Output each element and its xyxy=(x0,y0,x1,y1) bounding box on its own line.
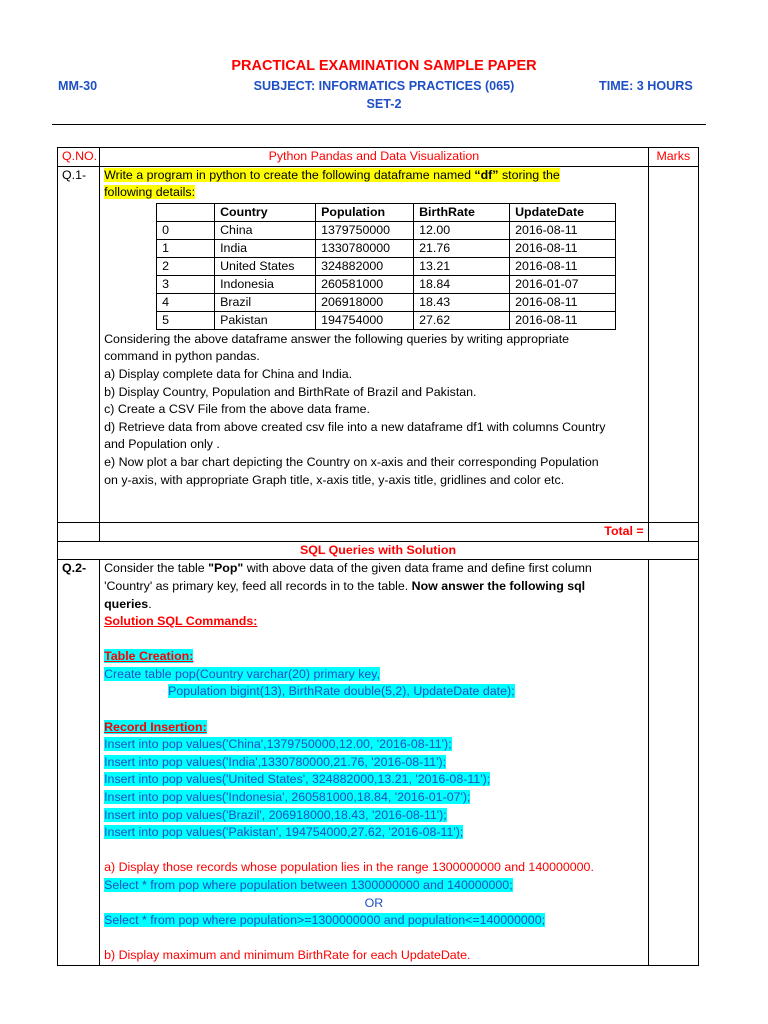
header-rule xyxy=(52,124,706,125)
sql-code: Insert into pop values('Indonesia', 260581000,18.84, '2016-01-07'); xyxy=(104,790,471,805)
spacer xyxy=(104,631,644,649)
total-label: Total = xyxy=(100,523,649,542)
or-separator: OR xyxy=(364,895,384,910)
time-allowed: TIME: 3 HOURS xyxy=(599,79,693,93)
table-row xyxy=(157,275,616,293)
table-row xyxy=(157,311,616,329)
max-marks: MM-30 xyxy=(58,79,98,93)
table-header-row xyxy=(58,148,699,167)
qno-header: Q.NO. xyxy=(58,148,100,167)
table-cell: 18.84 xyxy=(414,275,510,293)
sql-line xyxy=(104,789,644,807)
page-title: PRACTICAL EXAMINATION SAMPLE PAPER xyxy=(231,58,537,74)
sql-line xyxy=(104,666,644,684)
set-number: SET-2 xyxy=(366,97,402,111)
text: Consider the table xyxy=(104,561,209,576)
df-header-cell: BirthRate xyxy=(414,203,510,221)
sql-code: Insert into pop values('India',1330780000,21.76, '2016-08-11'); xyxy=(104,754,447,769)
text: queries xyxy=(104,596,149,611)
table-row xyxy=(157,239,616,257)
table-cell: 27.62 xyxy=(414,311,510,329)
sql-code: Select * from pop where population>=1300000000 and population<=140000000; xyxy=(104,913,546,928)
question-table xyxy=(57,147,699,966)
table-cell: China xyxy=(215,221,316,239)
table-cell: 2016-08-11 xyxy=(510,221,616,239)
marks-header: Marks xyxy=(648,148,698,167)
intro-text: following details: xyxy=(104,185,196,200)
table-creation-heading: Table Creation: xyxy=(104,649,194,664)
intro-text: storing the xyxy=(498,167,560,182)
table-cell: 324882000 xyxy=(316,257,414,275)
question-text: c) Create a CSV File from the above data frame. xyxy=(104,402,370,417)
question-text: Considering the above dataframe answer the following queries by writing appropriate xyxy=(104,331,570,346)
sql-code: Insert into pop values('China',1379750000,12.00, '2016-08-11'); xyxy=(104,737,452,752)
sql-code: Insert into pop values('Brazil', 206918000,18.43, '2016-08-11'); xyxy=(104,807,447,822)
table-cell: 4 xyxy=(157,293,215,311)
intro-text: Write a program in python to create the following dataframe named xyxy=(104,167,475,182)
table-cell: 206918000 xyxy=(316,293,414,311)
sql-section-header: SQL Queries with Solution xyxy=(58,541,699,560)
query-b: b) Display maximum and minimum BirthRate for each UpdateDate. xyxy=(104,948,471,963)
marks-cell xyxy=(648,560,698,966)
sql-code: Insert into pop values('United States', 324882000,13.21, '2016-08-11'); xyxy=(104,772,491,787)
sql-line xyxy=(104,877,644,895)
question-intro xyxy=(104,167,644,185)
sql-line xyxy=(104,807,644,825)
table-cell: 194754000 xyxy=(316,311,414,329)
question-row xyxy=(58,560,699,966)
text: . xyxy=(148,596,152,611)
table-cell: 2016-08-11 xyxy=(510,257,616,275)
table-cell: 12.00 xyxy=(414,221,510,239)
table-cell: 2 xyxy=(157,257,215,275)
table-row xyxy=(157,257,616,275)
table-cell: 3 xyxy=(157,275,215,293)
question-body xyxy=(100,166,649,523)
table-cell: 2016-08-11 xyxy=(510,311,616,329)
spacer xyxy=(104,701,644,719)
table-cell: 260581000 xyxy=(316,275,414,293)
query-a: a) Display those records whose population lies in the range 1300000000 and 140000000. xyxy=(104,860,594,875)
table-cell: Indonesia xyxy=(215,275,316,293)
empty-cell xyxy=(648,523,698,542)
table-cell: 2016-08-11 xyxy=(510,293,616,311)
total-row xyxy=(58,523,699,542)
question-text: e) Now plot a bar chart depicting the Country on x-axis and their corresponding Population xyxy=(104,454,599,469)
table-cell: 1330780000 xyxy=(316,239,414,257)
question-text xyxy=(104,578,644,596)
sql-line xyxy=(104,754,644,772)
table-cell: Brazil xyxy=(215,293,316,311)
question-number: Q.2- xyxy=(58,560,100,966)
sql-code: Insert into pop values('Pakistan', 194754000,27.62, '2016-08-11'); xyxy=(104,825,464,840)
table-cell: 1 xyxy=(157,239,215,257)
question-text: b) Display Country, Population and BirthRate of Brazil and Pakistan. xyxy=(104,384,477,399)
question-text xyxy=(104,560,644,578)
table-cell: United States xyxy=(215,257,316,275)
question-intro xyxy=(104,184,644,202)
question-number: Q.1- xyxy=(58,166,100,523)
question-text: on y-axis, with appropriate Graph title, x-axis title, y-axis title, gridlines and color etc. xyxy=(104,472,565,487)
dataframe-table xyxy=(156,203,616,330)
df-name: “df” xyxy=(474,167,499,182)
question-text xyxy=(104,596,644,614)
df-header-cell xyxy=(157,203,215,221)
spacer xyxy=(104,842,644,860)
question-body xyxy=(100,560,649,966)
sql-line xyxy=(104,824,644,842)
text: Now answer the following sql xyxy=(411,578,586,593)
table-cell: 1379750000 xyxy=(316,221,414,239)
marks-cell xyxy=(648,166,698,523)
question-text: a) Display complete data for China and India. xyxy=(104,366,353,381)
sql-code: Population bigint(13), BirthRate double(5,2), UpdateDate date); xyxy=(168,684,515,699)
table-name: "Pop" xyxy=(208,561,244,576)
sql-code: Select * from pop where population between 1300000000 and 140000000; xyxy=(104,878,513,892)
table-cell: 5 xyxy=(157,311,215,329)
sql-line xyxy=(104,736,644,754)
table-cell: 13.21 xyxy=(414,257,510,275)
spacer xyxy=(104,489,644,522)
question-row xyxy=(58,166,699,523)
section-header: Python Pandas and Data Visualization xyxy=(100,148,649,167)
df-header-row xyxy=(157,203,616,221)
subheading xyxy=(104,719,644,737)
table-cell: 2016-01-07 xyxy=(510,275,616,293)
empty-cell xyxy=(58,523,100,542)
spacer xyxy=(104,930,644,948)
question-text: d) Retrieve data from above created csv file into a new dataframe df1 with columns Country xyxy=(104,419,606,434)
sql-section-row xyxy=(58,541,699,560)
subheading xyxy=(104,648,644,666)
df-header-cell: UpdateDate xyxy=(510,203,616,221)
table-cell: 21.76 xyxy=(414,239,510,257)
question-text: command in python pandas. xyxy=(104,349,260,364)
table-row xyxy=(157,221,616,239)
df-header-cell: Country xyxy=(215,203,316,221)
table-cell: 0 xyxy=(157,221,215,239)
sql-code: Create table pop(Country varchar(20) primary key, xyxy=(104,666,381,681)
text: with above data of the given data frame and define first column xyxy=(243,561,592,576)
table-cell: 2016-08-11 xyxy=(510,239,616,257)
solution-heading: Solution SQL Commands: xyxy=(104,614,258,629)
sql-line xyxy=(104,771,644,789)
table-cell: Pakistan xyxy=(215,311,316,329)
table-cell: 18.43 xyxy=(414,293,510,311)
subject: SUBJECT: INFORMATICS PRACTICES (065) xyxy=(253,79,515,93)
table-cell: India xyxy=(215,239,316,257)
sql-line xyxy=(104,683,644,701)
text: 'Country' as primary key, feed all records in to the table. xyxy=(104,578,412,593)
table-row xyxy=(157,293,616,311)
question-text: and Population only . xyxy=(104,437,220,452)
record-insertion-heading: Record Insertion: xyxy=(104,719,207,734)
df-header-cell: Population xyxy=(316,203,414,221)
sql-line xyxy=(104,912,644,930)
